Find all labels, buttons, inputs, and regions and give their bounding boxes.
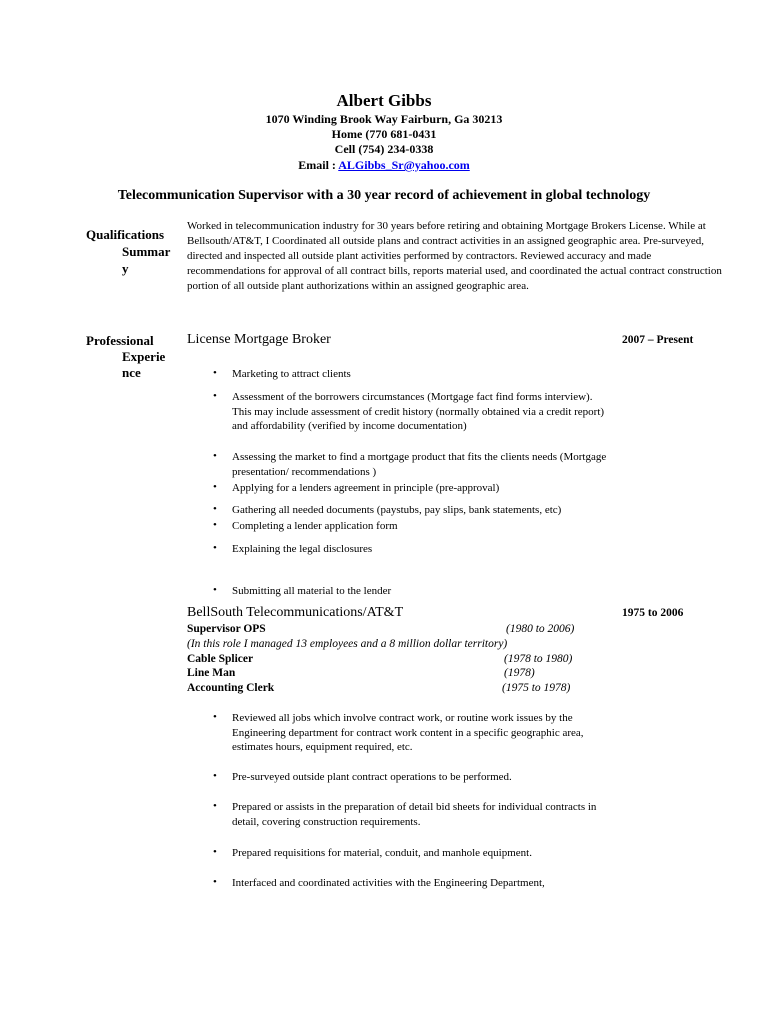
job1-bullet-3: Assessing the market to find a mortgage product that fits the clients needs (Mortgage presentation/ recommendations ) [232, 451, 607, 478]
job1-bullet-7: Explaining the legal disclosures [232, 543, 373, 555]
job1-dates: 2007 – Present [622, 334, 694, 346]
cell-phone: Cell (754) 234-0338 [334, 142, 434, 156]
qualifications-label-3: y [122, 261, 129, 276]
candidate-name: Albert Gibbs [336, 91, 432, 110]
experience-label-2: Experie [122, 349, 166, 364]
role-dates: (1978 to 1980) [504, 653, 573, 665]
home-phone: Home (770 681-0431 [331, 127, 437, 141]
email-label: Email : [298, 158, 339, 172]
role-dates: (1975 to 1978) [502, 682, 571, 694]
role-note: (In this role I managed 13 employees and a 8 million dollar territory) [187, 638, 508, 650]
role-dates: (1978) [504, 667, 535, 679]
qualifications-label-2: Summar [122, 244, 171, 259]
bullet-icon: • [213, 542, 217, 554]
role-title: Accounting Clerk [187, 682, 275, 694]
job1-bullet-6: Completing a lender application form [232, 520, 398, 532]
role-title: Supervisor OPS [187, 623, 266, 635]
job2-bullet-2: Pre-surveyed outside plant contract operations to be performed. [232, 771, 512, 783]
qualifications-summary: Worked in telecommunication industry for 30 years before retiring and obtaining Mortgage Brokers License. While at Bellsouth/AT&T, I Coordinated all outside plans and contract activities in an assigned geographic area. Pre-surveyed, directed and inspected all outside plant activities performed by contractors. Reviewed accuracy and made recommendations for approval of all contract bills, reports material used, and coordinated the actual contract construction portion of all outside plant authorizations within an assigned geographic area. [187, 220, 722, 292]
role-title: Line Man [187, 667, 236, 679]
bullet-icon: • [213, 390, 217, 402]
bullet-icon: • [213, 876, 217, 888]
bullet-icon: • [213, 367, 217, 379]
job1-bullet-1: Marketing to attract clients [232, 368, 351, 380]
bullet-icon: • [213, 800, 217, 812]
job1-bullet-8: Submitting all material to the lender [232, 585, 392, 597]
job1-bullet-5: Gathering all needed documents (paystubs, pay slips, bank statements, etc) [232, 504, 562, 516]
bullet-icon: • [213, 846, 217, 858]
bullet-icon: • [213, 450, 217, 462]
job2-bullet-5: Interfaced and coordinated activities with the Engineering Department, [232, 877, 545, 889]
bullet-icon: • [213, 503, 217, 515]
job2-dates: 1975 to 2006 [622, 607, 684, 619]
job1-bullet-4: Applying for a lenders agreement in principle (pre-approval) [232, 482, 500, 494]
bullet-icon: • [213, 584, 217, 596]
experience-label-3: nce [122, 365, 141, 380]
headline: Telecommunication Supervisor with a 30 year record of achievement in global technology [117, 188, 651, 203]
job2-bullet-1: Reviewed all jobs which involve contract work, or routine work issues by the Engineering department for contract work content in a specific geographic area, estimates hours, equipment required, etc. [232, 712, 584, 753]
qualifications-label-1: Qualifications [86, 227, 165, 242]
job1-title: License Mortgage Broker [187, 332, 331, 347]
job2-title: BellSouth Telecommunications/AT&T [187, 605, 404, 620]
bullet-icon: • [213, 770, 217, 782]
job2-bullet-4: Prepared requisitions for material, conduit, and manhole equipment. [232, 847, 532, 859]
role-dates: (1980 to 2006) [506, 623, 575, 635]
job2-bullet-3: Prepared or assists in the preparation of detail bid sheets for individual contracts in detail, covering construction requirements. [232, 801, 597, 828]
bullet-icon: • [213, 519, 217, 531]
address-line: 1070 Winding Brook Way Fairburn, Ga 30213 [265, 112, 503, 126]
experience-label-1: Professional [86, 333, 154, 348]
job1-bullet-2: Assessment of the borrowers circumstances (Mortgage fact find forms interview). This may include assessment of credit history (normally obtained via a credit report) and affordability (verified by income documentation) [232, 391, 605, 432]
email-link[interactable]: ALGibbs_Sr@yahoo.com [338, 158, 470, 172]
role-title: Cable Splicer [187, 653, 254, 665]
bullet-icon: • [213, 481, 217, 493]
bullet-icon: • [213, 711, 217, 723]
email-line [0, 158, 768, 173]
